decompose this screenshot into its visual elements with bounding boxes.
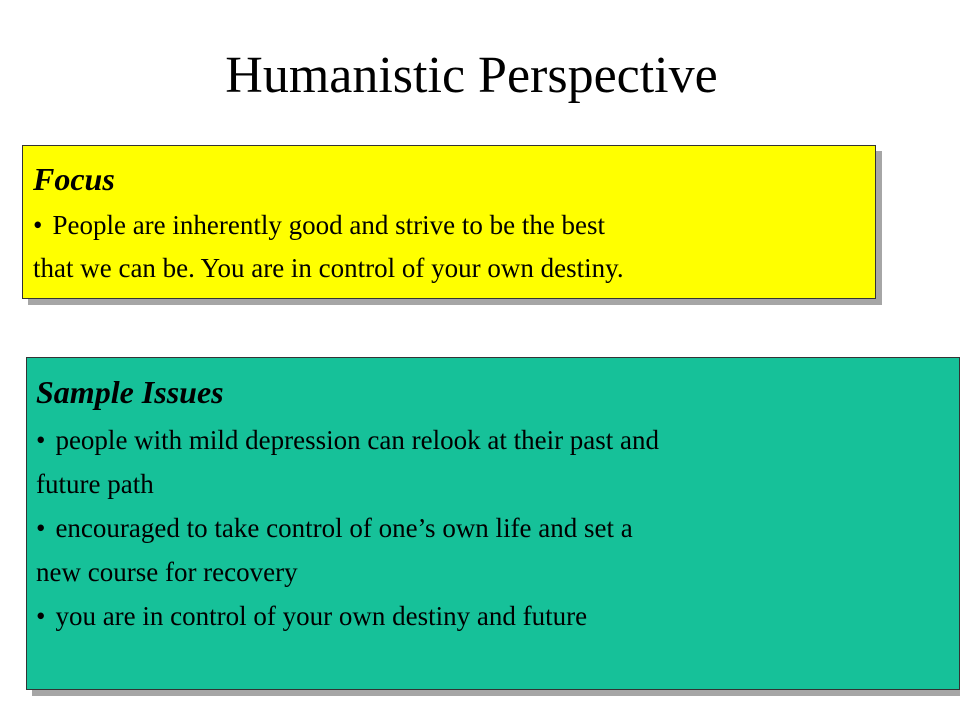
focus-heading: Focus [33,161,115,197]
focus-text-line-2: that we can be. You are in control of your own destiny. [33,253,624,283]
bullet-icon: • [36,425,46,455]
issue-line: you are in control of your own destiny and future [55,601,588,631]
sample-issues-heading: Sample Issues [36,374,224,410]
focus-text-line [33,204,863,247]
sample-issues-box [26,357,960,690]
issue-line: future path [36,469,154,499]
sample-issues-list [36,418,936,638]
issue-line: encouraged to take control of one’s own life and set a [55,513,633,543]
bullet-icon: • [36,601,46,631]
list-item [36,594,936,638]
bullet-icon: • [33,210,43,240]
focus-box [22,145,876,299]
focus-text-line-1: People are inherently good and strive to be the best [52,210,606,240]
slide-title: Humanistic Perspective [225,47,718,104]
bullet-icon: • [36,513,46,543]
list-item [36,418,936,506]
issue-line: new course for recovery [36,557,298,587]
list-item [36,506,936,594]
issue-line: people with mild depression can relook at their past and [55,425,660,455]
focus-text [33,204,863,290]
